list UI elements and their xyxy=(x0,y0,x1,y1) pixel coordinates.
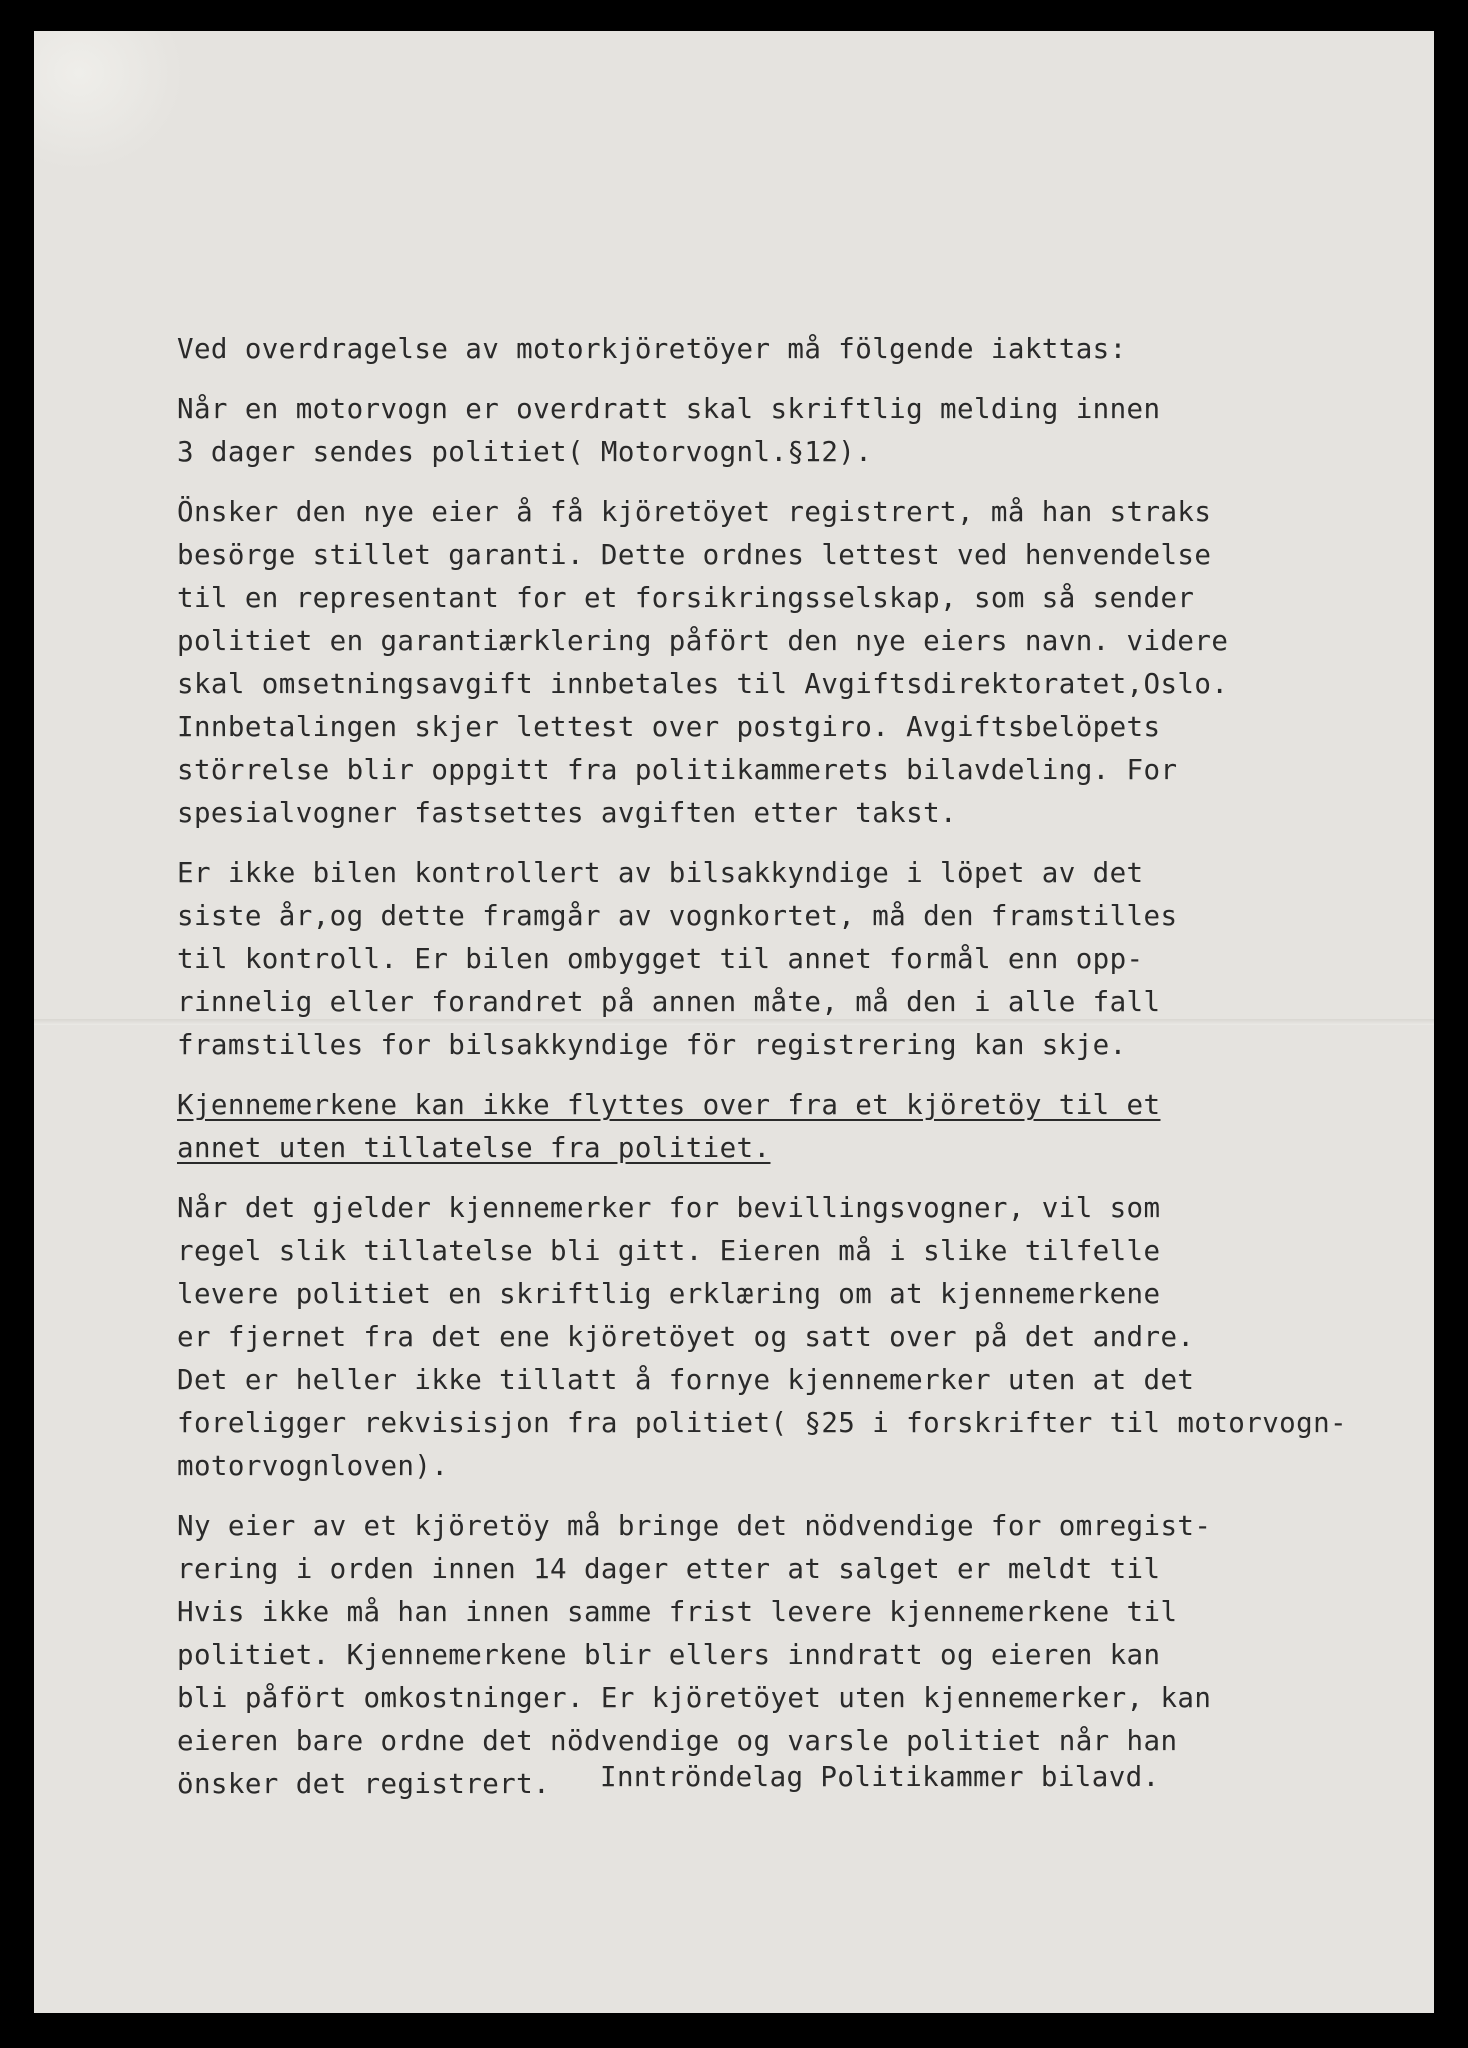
paragraph-plates-warning: Kjennemerkene kan ikke flyttes over fra et kjöretöy til et annet uten tillatelse fra politiet. xyxy=(177,1089,1161,1164)
paragraph-new-owner: Ny eier av et kjöretöy må bringe det nödvendige for omregist- rering i orden innen 14 dager etter at salget er meldt til Hvis ikke må han innen samme frist levere kjennemerkene til politiet. Kjennemerkene blir ellers inndratt og eieren kan bli påfört omkostninger. Er kjöretöyet uten kjennemerker, kan eieren bare ordne det nödvendige og varsle politiet når han önsker det registrert. xyxy=(177,1510,1212,1800)
paragraph-inspection: Er ikke bilen kontrollert av bilsakkyndige i löpet av det siste år,og dette framgår av vognkortet, må den framstilles til kontroll. Er bilen ombygget til annet formål enn opp- rinnelig eller forandret på annen måte, må den i alle fall framstilles for bilsakkyndige för registrering kan skje. xyxy=(177,857,1178,1061)
document-body xyxy=(177,328,1347,1823)
paragraph-license-vehicles: Når det gjelder kjennemerker for bevillingsvogner, vil som regel slik tillatelse bli gitt. Eieren må i slike tilfelle levere politiet en skriftlig erklæring om at kjennemerkene er fjernet fra det ene kjöretöyet og satt over på det andre. Det er heller ikke tillatt å fornye kjennemerker uten at det foreligger rekvisisjon fra politiet( §25 i forskrifter til motorvogn- motorvognloven). xyxy=(177,1192,1347,1482)
paragraph-notification: Når en motorvogn er overdratt skal skriftlig melding innen 3 dager sendes politiet( Motorvognl.§12). xyxy=(177,393,1161,468)
paper-stain xyxy=(34,31,184,171)
paragraph-registration: Önsker den nye eier å få kjöretöyet registrert, må han straks besörge stillet garanti. Dette ordnes lettest ved henvendelse til en representant for et forsikringsselskap, som så sender politiet en garantiærklering påfört den nye eiers navn. videre skal omsetningsavgift innbetales til Avgiftsdirektoratet,Oslo. Innbetalingen skjer lettest over postgiro. Avgiftsbelöpets störrelse blir oppgitt fra politikammerets bilavdeling. For spesialvogner fastsettes avgiften etter takst. xyxy=(177,496,1229,829)
signature-line: Inntröndelag Politikammer bilavd. xyxy=(600,1761,1160,1793)
paragraph-heading: Ved overdragelse av motorkjöretöyer må fölgende iakttas: xyxy=(177,333,1127,365)
